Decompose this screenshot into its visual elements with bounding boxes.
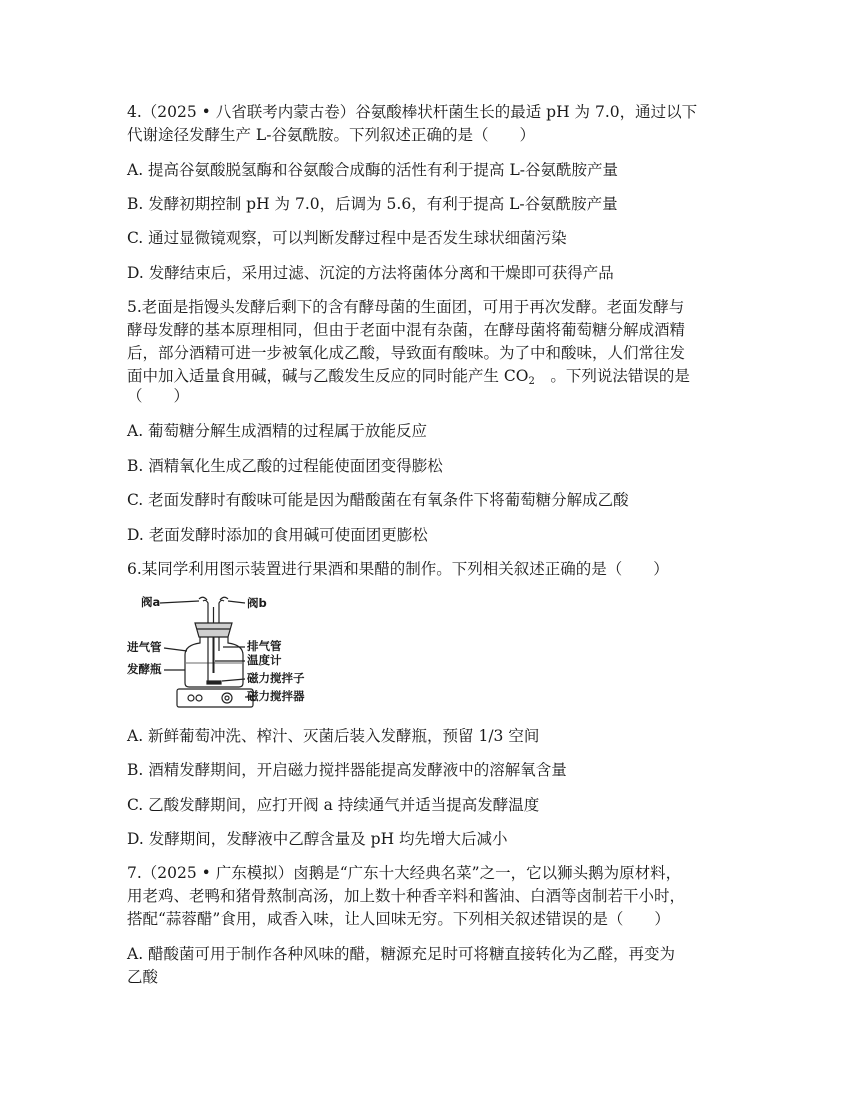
q5-option-a: A. 葡萄糖分解生成酒精的过程属于放能反应 — [127, 422, 428, 440]
q5-stem-line4 — [127, 365, 690, 390]
q6-option-a: A. 新鲜葡萄冲洗、榨汁、灭菌后装入发酵瓶，预留 1/3 空间 — [127, 727, 540, 745]
q5-stem-line1: 5.老面是指馒头发酵后剩下的含有酵母菌的生面团，可用于再次发酵。老面发酵与 — [127, 298, 685, 316]
q7-option-a-line1: A. 醋酸菌可用于制作各种风味的醋，糖源充足时可将糖直接转化为乙醛，再变为 — [127, 945, 676, 963]
q4-option-c: C. 通过显微镜观察，可以判断发酵过程中是否发生球状细菌污染 — [127, 229, 567, 247]
q6-stem-line1: 6.某同学利用图示装置进行果酒和果醋的制作。下列相关叙述正确的是（ ） — [127, 560, 669, 578]
label-inlet-tube: 进气管 — [127, 640, 162, 654]
q5-option-c: C. 老面发酵时有酸味可能是因为醋酸菌在有氧条件下将葡萄糖分解成乙酸 — [127, 491, 629, 509]
q7-option-a-line2: 乙酸 — [127, 968, 159, 986]
q5-stem-line5: （ ） — [127, 387, 190, 405]
label-valve-a: 阀a — [141, 595, 161, 609]
label-valve-b: 阀b — [247, 596, 267, 610]
q4-option-a: A. 提高谷氨酸脱氢酶和谷氨酸合成酶的活性有利于提高 L-谷氨酰胺产量 — [127, 161, 619, 179]
q4-stem-line1: 4.（2025 • 八省联考内蒙古卷）谷氨酸棒状杆菌生长的最适 pH 为 7.0，通过以下 — [127, 103, 698, 121]
q7-stem-line3: 搭配“蒜蓉醋”食用，咸香入味，让人回味无穷。下列相关叙述错误的是（ ） — [127, 910, 670, 928]
q5-stem-line4-text: 面中加入适量食用碱，碱与乙酸发生反应的同时能产生 CO — [127, 367, 529, 385]
label-stirrer: 磁力搅拌器 — [247, 689, 305, 703]
q5-option-b: B. 酒精氧化生成乙酸的过程能使面团变得膨松 — [127, 457, 443, 475]
q6-option-c: C. 乙酸发酵期间，应打开阀 a 持续通气并适当提高发酵温度 — [127, 796, 540, 814]
q7-stem-line1: 7.（2025 • 广东模拟）卤鹅是“广东十大经典名菜”之一，它以狮头鹅为原材料， — [127, 864, 682, 882]
q4-stem-line2: 代谢途径发酵生产 L-谷氨酰胺。下列叙述正确的是（ ） — [127, 126, 535, 144]
q4-option-d: D. 发酵结束后，采用过滤、沉淀的方法将菌体分离和干燥即可获得产品 — [127, 264, 614, 282]
label-stir-bar: 磁力搅拌子 — [247, 671, 305, 685]
label-fermenter: 发酵瓶 — [127, 662, 162, 676]
q5-stem-line4-tail: 。下列说法错误的是 — [534, 367, 690, 385]
q7-stem-line2: 用老鸡、老鸭和猪骨熬制高汤，加上数十种香辛料和酱油、白酒等卤制若干小时， — [127, 887, 686, 905]
q4-option-b: B. 发酵初期控制 pH 为 7.0，后调为 5.6，有利于提高 L-谷氨酰胺产量 — [127, 195, 618, 213]
q6-option-d: D. 发酵期间，发酵液中乙醇含量及 pH 均先增大后减小 — [127, 830, 508, 848]
q5-stem-line2: 酵母发酵的基本原理相同，但由于老面中混有杂菌，在酵母菌将葡萄糖分解成酒精 — [127, 321, 686, 339]
fermentation-apparatus-figure — [127, 593, 317, 711]
label-exhaust-tube: 排气管 — [247, 639, 282, 653]
q5-option-d: D. 老面发酵时添加的食用碱可使面团更膨松 — [127, 526, 428, 544]
q6-option-b: B. 酒精发酵期间，开启磁力搅拌器能提高发酵液中的溶解氧含量 — [127, 761, 567, 779]
label-thermometer: 温度计 — [247, 653, 282, 667]
q5-stem-line3: 后，部分酒精可进一步被氧化成乙酸，导致面有酸味。为了中和酸味，人们常往发 — [127, 344, 686, 362]
co2-subscript: 2 — [528, 376, 535, 387]
